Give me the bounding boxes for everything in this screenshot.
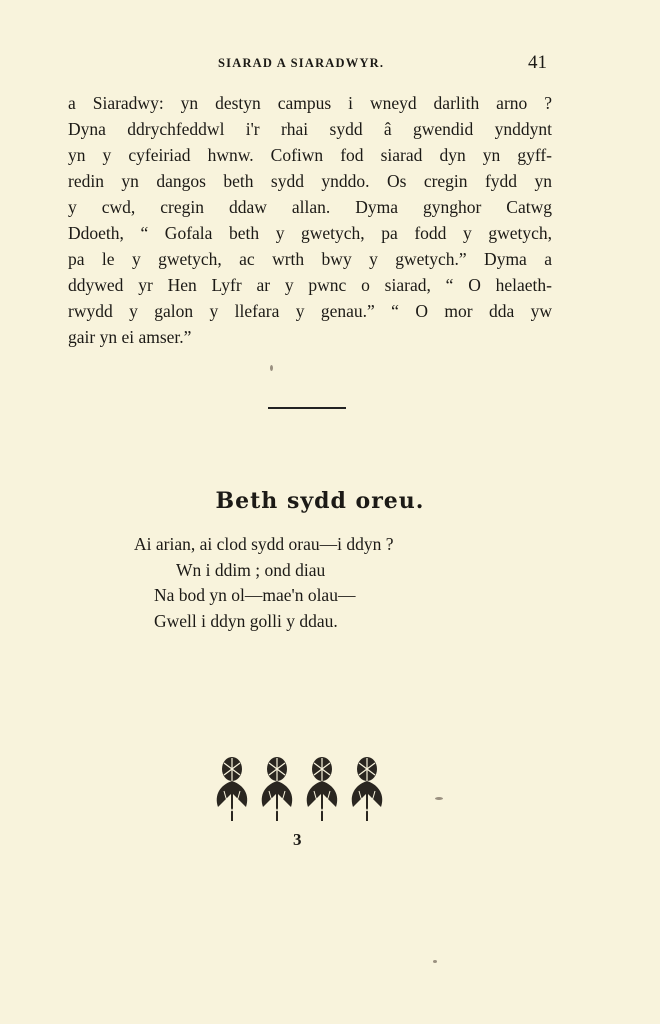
ornament-row [210, 755, 390, 825]
thistle-icon [217, 757, 247, 821]
paragraph-line: Dyna ddrychfeddwl i'r rhai sydd â gwendid ynddynt [68, 119, 552, 139]
paragraph-line: gair yn ei amser.” [68, 327, 192, 347]
paragraph-line: ddywed yr Hen Lyfr ar y pwnc o siarad, “ O helaeth- [68, 275, 552, 295]
paragraph-line: rwydd y galon y llefara y genau.” “ O mor dda yw [68, 301, 552, 321]
paragraph-line: Ddoeth, “ Gofala beth y gwetych, pa fodd y gwetych, [68, 223, 552, 243]
thistle-icon [262, 757, 292, 821]
signature-mark: 3 [293, 830, 302, 849]
poem-line: Gwell i ddyn golli y ddau. [154, 611, 338, 631]
running-head: SIARAD A SIARADWYR. [218, 56, 385, 70]
page-number: 41 [528, 52, 547, 73]
paper-speck [435, 797, 443, 800]
paper-speck [433, 960, 437, 963]
paragraph-line: a Siaradwy: yn destyn campus i wneyd darlith arno ? [68, 93, 552, 113]
section-rule [268, 407, 346, 409]
paragraph [68, 90, 552, 350]
poem-line: Na bod yn ol—mae'n olau— [154, 585, 356, 605]
paper-speck [270, 365, 273, 371]
paragraph-line: y cwd, cregin ddaw allan. Dyma gynghor Catwg [68, 197, 552, 217]
thistle-icon [352, 757, 382, 821]
paragraph-line: yn y cyfeiriad hwnw. Cofiwn fod siarad dyn yn gyff- [68, 145, 552, 165]
poem-line: Ai arian, ai clod sydd orau—i ddyn ? [134, 534, 394, 554]
paragraph-line: redin yn dangos beth sydd ynddo. Os cregin fydd yn [68, 171, 552, 191]
thistle-icon [307, 757, 337, 821]
poem-line: Wn i ddim ; ond diau [176, 560, 326, 580]
poem-title: Beth sydd oreu. [215, 488, 425, 514]
paragraph-line: pa le y gwetych, ac wrth bwy y gwetych.” Dyma a [68, 249, 552, 269]
